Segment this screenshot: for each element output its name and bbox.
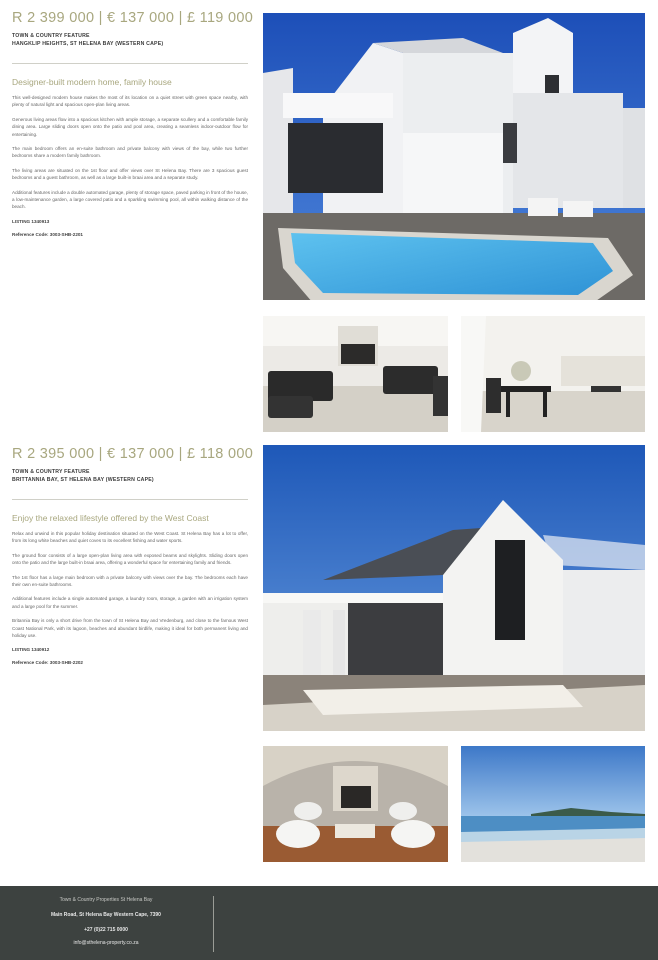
listing-number: LISTING 1340912: [12, 647, 50, 653]
listing-text-column: [12, 446, 254, 666]
description-paragraph: The main bedroom offers an en-suite bathroom and private balcony with views of the bay, while two further bedrooms share a modern family bathroom.: [12, 146, 248, 159]
office-email[interactable]: info@sthelena-property.co.za: [73, 940, 139, 946]
footer-divider: [213, 896, 214, 952]
listing-card-2: [0, 436, 658, 876]
description-paragraph: Britannia Bay is only a short drive from the town of St Helena Bay and Vredenburg, and close to the famous West Coast National Park, with its lagoon, beaches and abundant birdlife, making it ideal for both permanent living and holiday use.: [12, 618, 248, 639]
description-paragraph: Relax and unwind in this popular holiday destination situated on the West Coast. St Helena Bay has a lot to offer, from its long white beaches and quiet coves to its excellent fishing and water sports.: [12, 531, 248, 544]
description-paragraph: The ground floor consists of a large open-plan living area with exposed beams and skylights. Sliding doors open onto the patio and the large built-in braai area, offering a wonderful space for entertaining family and friends.: [12, 552, 248, 566]
office-address: Main Road, St Helena Bay Western Cape, 7390: [51, 912, 161, 918]
feature-tag: TOWN & COUNTRY FEATURE: [12, 33, 90, 39]
listing-card-1: [0, 0, 658, 440]
office-name: Town & Country Properties St Helena Bay: [59, 897, 153, 903]
reference-code: Reference Code: 3003-SHB-2201: [12, 231, 83, 237]
listing-headline: Enjoy the relaxed lifestyle offered by the West Coast: [12, 513, 209, 523]
description-paragraph: Additional features include a single automated garage, a laundry room, storage, a garden with an irrigation system and a large pool for the summer.: [12, 596, 248, 609]
office-phone[interactable]: +27 (0)22 715 0000: [84, 927, 128, 933]
feature-tag: TOWN & COUNTRY FEATURE: [12, 469, 90, 475]
house-exterior-photo: [263, 445, 645, 731]
description-paragraph: This well-designed modern house makes the most of its location on a quiet street with green space nearby, with plenty of natural light and spacious open-plan living areas.: [12, 95, 248, 108]
description-paragraph: Generous living areas flow into a spacious kitchen with ample storage, a separate scullery and a comfortable family dining area. Large sliding doors open onto the patio and pool area, creating a seamless indoor-outdoor flow for entertaining.: [12, 116, 248, 137]
lagoon-view-photo: [461, 746, 645, 862]
listing-text-column: [12, 10, 254, 237]
description-paragraph: The living areas are situated on the 1st floor and offer views over St Helena Bay. There are 3 spacious guest bedrooms and a guest bathroom, as well as a large built-in braai area and a separate study.: [12, 167, 248, 181]
lounge-photo: [263, 316, 448, 432]
listing-location: HANGKLIP HEIGHTS, ST HELENA BAY (WESTERN CAPE): [12, 41, 164, 47]
description-paragraph: The 1st floor has a large main bedroom with a private balcony with views over the bay. The bedrooms each have their own en-suite bathrooms.: [12, 574, 248, 588]
divider: [12, 499, 248, 500]
listing-price: R 2 399 000 | € 137 000 | £ 119 000: [12, 10, 254, 26]
office-contact-footer: [0, 886, 658, 960]
reference-code: Reference Code: 3003-SHB-2202: [12, 660, 83, 666]
listing-location: BRITTANNIA BAY, ST HELENA BAY (WESTERN CAPE): [12, 477, 154, 483]
covered-patio-photo: [263, 746, 448, 862]
house-pool-photo: [263, 13, 645, 300]
listing-price: R 2 395 000 | € 137 000 | £ 118 000: [12, 446, 254, 462]
listing-headline: Designer-built modern home, family house: [12, 77, 172, 87]
dining-kitchen-photo: [461, 316, 645, 432]
divider: [12, 63, 248, 64]
listing-number: LISTING 1340913: [12, 218, 50, 224]
description-paragraph: Additional features include a double automated garage, plenty of storage space, paved parking in front of the house, a low-maintenance garden, a large covered patio and a sparkling swimming pool, all within walking distance of the beach.: [12, 189, 248, 210]
